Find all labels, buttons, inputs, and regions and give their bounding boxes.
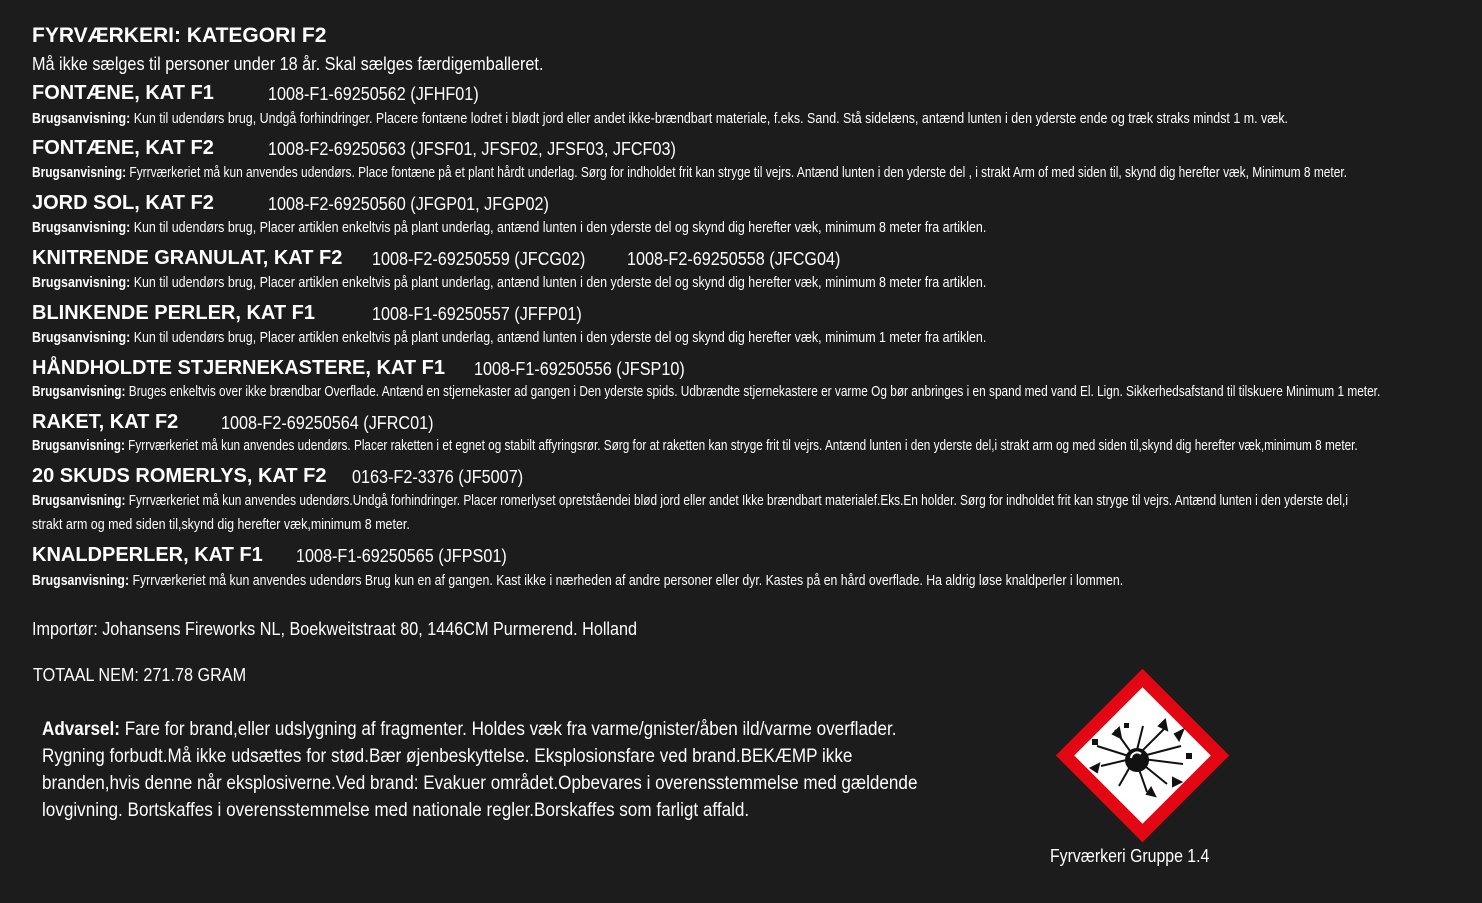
usage-instruction (32, 110, 1288, 127)
product-name: BLINKENDE PERLER, KAT F1 (32, 302, 315, 324)
instruction-text: Fyrrværkeriet må kun anvendes udendørs.Undgå forhindringer. Placer romerlyset opretståendei blød jord eller andet Ikke brændbart materialef.Eks.En holder. Sørg for indholdet frit kan stryge til vejrs. Antænd lunten i den yderste del,i (128, 492, 1348, 509)
instruction-label: Brugsanvisning: (32, 274, 131, 291)
instruction-label: Brugsanvisning: (32, 437, 125, 454)
instruction-text: Fyrrværkeriet må kun anvendes udendørs. Place fontæne på et plant hårdt underlag. Sørg for indholdet frit kan stryge til vejrs. Antænd lunten i den yderste del , i strakt Arm of med siden til, skynd dig herefter væk, Minimum 8 meter. (129, 164, 1348, 181)
product-code: 1008-F1-69250556 (JFSP10) (474, 359, 685, 379)
usage-instruction (32, 274, 986, 291)
product-code: 1008-F1-69250557 (JFFP01) (372, 304, 582, 324)
importer-info: Importør: Johansens Fireworks NL, Boekweitstraat 80, 1446CM Purmerend. Holland (32, 619, 638, 639)
product-code: 1008-F1-69250565 (JFPS01) (296, 546, 507, 566)
product-code: 1008-F2-69250560 (JFGP01, JFGP02) (268, 194, 549, 214)
instruction-text: Bruges enkeltvis over ikke brændbar Overflade. Antænd en stjernekaster ad gangen i Den yderste spids. Udbrændte stjernekastere er varme Og bør anbringes i en spand med vand El. Lign. Sikkerhedsafstand til tilskuere Minimum 1 meter. (128, 383, 1381, 400)
usage-instruction (32, 329, 986, 346)
instruction-label: Brugsanvisning: (32, 492, 126, 509)
instruction-text: Kun til udendørs brug, Undgå forhindringer. Placere fontæne lodret i blødt jord eller andet ikke-brændbart materiale, f.eks. Sand. Stå sidelæns, antænd lunten i den yderste ende og træk straks mindst 1 m. væk. (133, 110, 1289, 127)
usage-instruction (32, 437, 1358, 454)
product-name: HÅNDHOLDTE STJERNEKASTERE, KAT F1 (32, 357, 445, 379)
product-code: 1008-F2-69250564 (JFRC01) (221, 413, 434, 433)
page-title: FYRVÆRKERI: KATEGORI F2 (32, 24, 327, 47)
hazard-caption: Fyrværkeri Gruppe 1.4 (1050, 846, 1210, 866)
product-name: FONTÆNE, KAT F1 (32, 82, 214, 104)
instruction-text: Kun til udendørs brug, Placer artiklen enkeltvis på plant underlag, antænd lunten i den yderste del og skynd dig herefter væk, minimum 8 meter fra artiklen. (133, 219, 987, 236)
product-name: RAKET, KAT F2 (32, 411, 179, 433)
total-weight: TOTAAL NEM: 271.78 GRAM (33, 665, 247, 685)
instruction-label: Brugsanvisning: (32, 383, 126, 400)
instruction-text: Fyrrværkeriet må kun anvendes udendørs Brug kun en af gangen. Kast ikke i nærheden af andre personer eller dyr. Kastes på en hård overflade. Ha aldrig løse knaldperler i lommen. (132, 572, 1124, 589)
instruction-label: Brugsanvisning: (32, 219, 131, 236)
exploding-bomb-icon (1055, 668, 1230, 843)
instruction-text: Fyrrværkeriet må kun anvendes udendørs. Placer raketten i et egnet og stabilt affyringsrør. Sørg for at raketten kan stryge frit til vejrs. Antænd lunten i den yderste del,i strakt arm og med siden til,skynd dig herefter væk,minimum 8 meter. (128, 437, 1358, 454)
product-code: 1008-F1-69250562 (JFHF01) (268, 84, 479, 104)
product-code: 0163-F2-3376 (JF5007) (352, 467, 524, 487)
age-restriction-notice: Må ikke sælges til personer under 18 år. Skal sælges færdigemballeret. (32, 54, 544, 74)
instruction-label: Brugsanvisning: (32, 110, 131, 127)
product-name: KNALDPERLER, KAT F1 (32, 544, 263, 566)
usage-instruction (32, 383, 1380, 400)
usage-instruction (32, 492, 1348, 509)
instruction-label: Brugsanvisning: (32, 329, 131, 346)
product-name: 20 SKUDS ROMERLYS, KAT F2 (32, 465, 327, 487)
instruction-label: Brugsanvisning: (32, 572, 130, 589)
product-name: FONTÆNE, KAT F2 (32, 137, 214, 159)
instruction-text: Kun til udendørs brug, Placer artiklen enkeltvis på plant underlag, antænd lunten i den yderste del og skynd dig herefter væk, minimum 1 meter fra artiklen. (133, 329, 987, 346)
hazard-warning (42, 716, 942, 824)
product-name: JORD SOL, KAT F2 (32, 192, 214, 214)
ghs-explosive-pictogram (1055, 668, 1230, 843)
product-code: 1008-F2-69250558 (JFCG04) (627, 249, 841, 269)
usage-instruction (32, 164, 1347, 181)
instruction-text: Kun til udendørs brug, Placer artiklen enkeltvis på plant underlag, antænd lunten i den yderste del og skynd dig herefter væk, minimum 8 meter fra artiklen. (133, 274, 987, 291)
product-name: KNITRENDE GRANULAT, KAT F2 (32, 247, 343, 269)
usage-instruction-continued: strakt arm og med siden til,skynd dig herefter væk,minimum 8 meter. (32, 516, 410, 533)
instruction-label: Brugsanvisning: (32, 164, 127, 181)
warning-text: Fare for brand,eller udslygning af fragmenter. Holdes væk fra varme/gnister/åben ild/varme overflader. Rygning forbudt.Må ikke udsættes for stød.Bær øjenbeskyttelse. Eksplosionsfare ved brand.BEKÆMP ikke branden,hvis denne når eksplosiverne.Ved brand: Evakuer området.Opbevares i overensstemmelse med gældende lovgivning. Bortskaffes i overensstemmelse med nationale regler.Borskaffes som farligt affald. (42, 719, 918, 821)
product-code: 1008-F2-69250563 (JFSF01, JFSF02, JFSF03, JFCF03) (268, 139, 676, 159)
product-code: 1008-F2-69250559 (JFCG02) (372, 249, 586, 269)
usage-instruction (32, 572, 1123, 589)
warning-label: Advarsel: (42, 719, 120, 740)
usage-instruction (32, 219, 986, 236)
